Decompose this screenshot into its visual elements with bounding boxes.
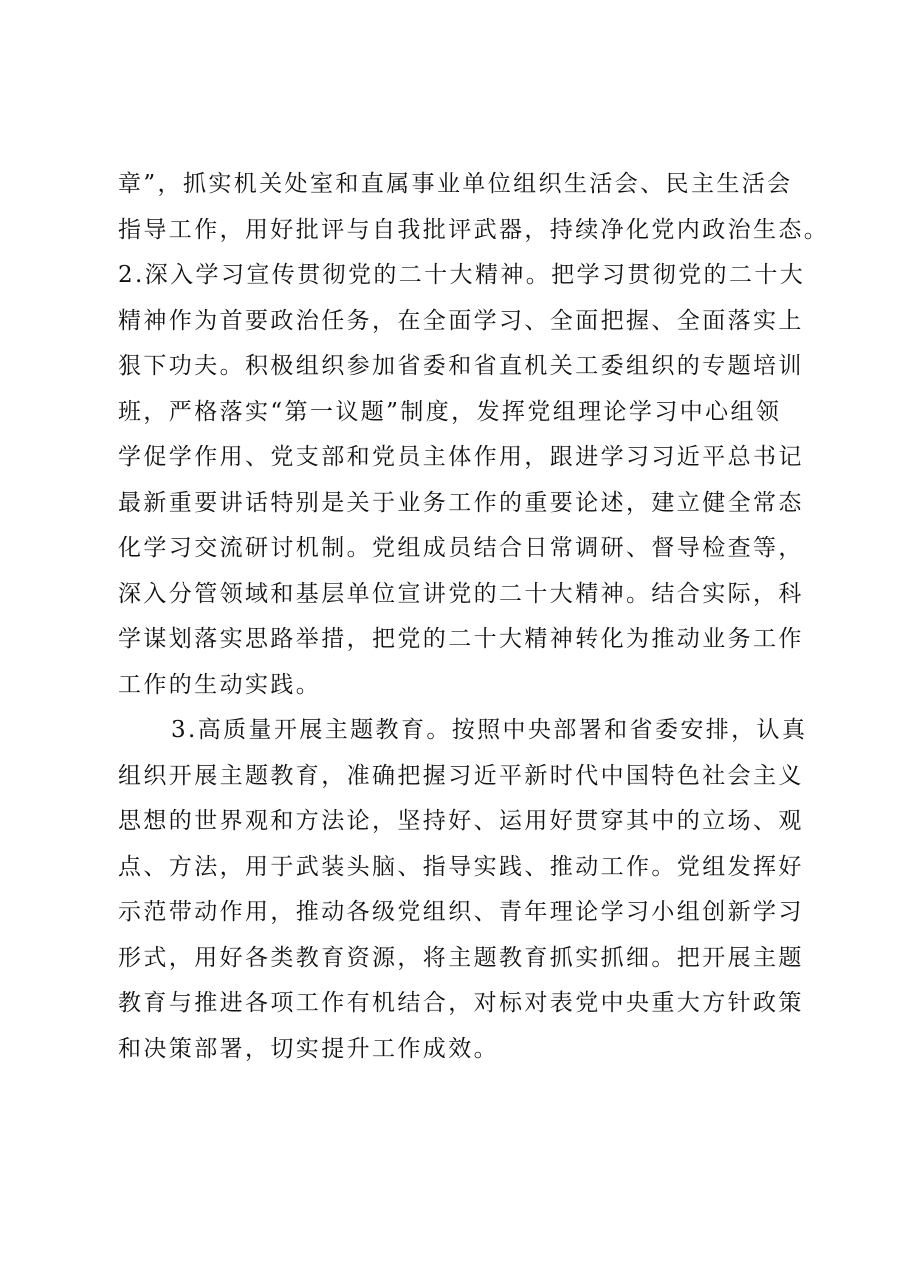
text-line: 化学习交流研讨机制。党组成员结合日常调研、督导检查等，: [118, 535, 804, 561]
text-line: 精神作为首要政治任务，在全面学习、全面把握、全面落实上: [118, 307, 804, 334]
text-line: 学谋划落实思路举措，把党的二十大精神转化为推动业务工作: [118, 626, 804, 652]
text-line: 教育与推进各项工作有机结合，对标对表党中央重大方针政策: [118, 990, 804, 1016]
section-2-heading-line: 2.深入学习宣传贯彻党的二十大精神。把学习贯彻党的二十大: [118, 262, 806, 288]
text-line: 指导工作，用好批评与自我批评武器，持续净化党内政治生态。: [118, 216, 830, 243]
text-line: 和决策部署，切实提升工作成效。: [118, 1035, 499, 1062]
text-line: 点、方法，用于武装头脑、指导实践、推动工作。党组发挥好: [118, 853, 804, 880]
text-line: 狠下功夫。积极组织参加省委和省直机关工委组织的专题培训: [118, 353, 804, 379]
text-line: 学促学作用、党支部和党员主体作用，跟进学习习近平总书记: [118, 444, 804, 470]
section-3-heading-line: 3.高质量开展主题教育。按照中央部署和省委安排，认真: [171, 717, 808, 743]
text-line: 示范带动作用，推动各级党组织、青年理论学习小组创新学习: [118, 899, 804, 925]
text-line: 班，严格落实“第一议题”制度，发挥党组理论学习中心组领: [118, 398, 782, 425]
body-text: [118, 162, 830, 1072]
text-line: 思想的世界观和方法论，坚持好、运用好贯穿其中的立场、观: [118, 808, 804, 834]
text-line: 深入分管领域和基层单位宣讲党的二十大精神。结合实际，科: [118, 580, 804, 607]
text-line: 章”，抓实机关处室和直属事业单位组织生活会、民主生活会: [118, 171, 793, 197]
text-line: 工作的生动实践。: [118, 671, 322, 698]
text-line: 组织开展主题教育，准确把握习近平新时代中国特色社会主义: [118, 762, 804, 789]
text-line: 形式，用好各类教育资源，将主题教育抓实抓细。把开展主题: [118, 944, 804, 971]
text-line: 最新重要讲话特别是关于业务工作的重要论述，建立健全常态: [118, 489, 804, 516]
